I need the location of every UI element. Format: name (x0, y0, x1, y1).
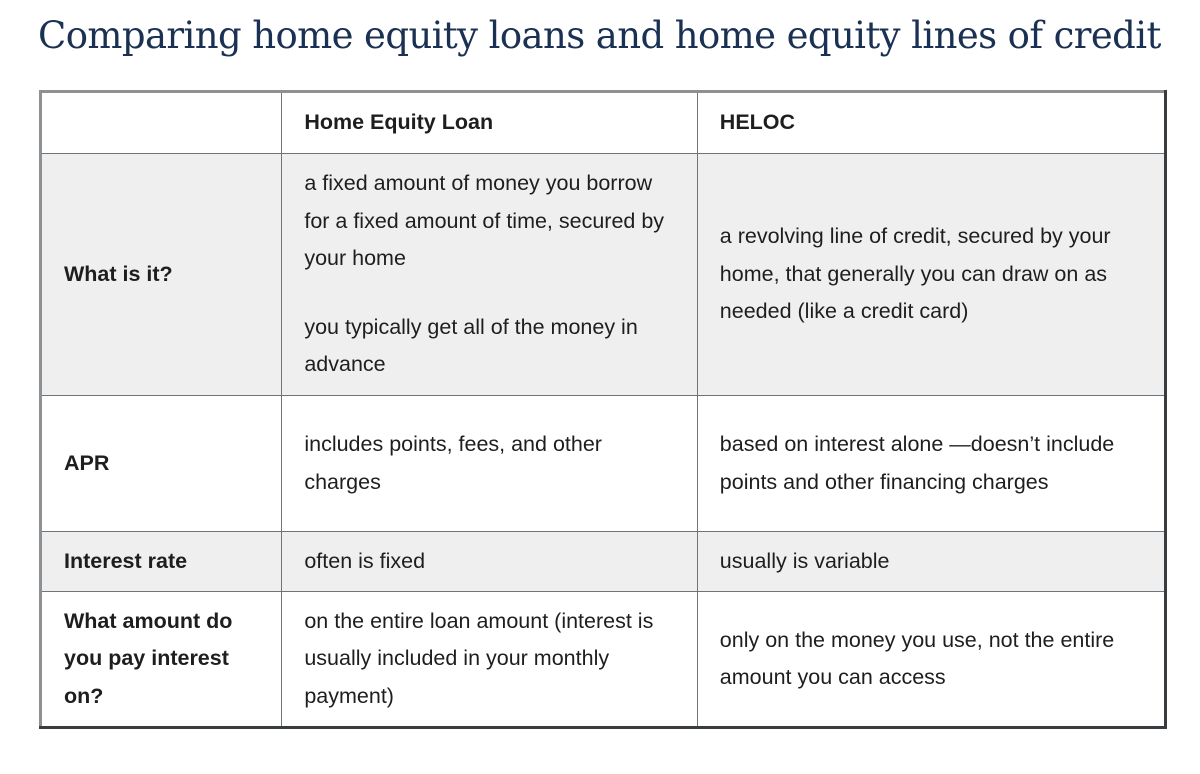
loan-cell-interest-rate: often is fixed (282, 532, 697, 592)
table-row (41, 396, 1166, 532)
heloc-cell-apr: based on interest alone —doesn’t include points and other financing charges (697, 396, 1165, 532)
row-label-apr: APR (41, 396, 282, 532)
loan-paragraph: you typically get all of the money in advance (304, 314, 638, 377)
row-label-what-is-it: What is it? (41, 154, 282, 396)
loan-cell-interest-on: on the entire loan amount (interest is usually included in your monthly payment) (282, 592, 697, 728)
header-cell-empty (41, 92, 282, 154)
table-row (41, 154, 1166, 396)
row-label-interest-rate: Interest rate (41, 532, 282, 592)
loan-cell-apr: includes points, fees, and other charges (282, 396, 697, 532)
table-row (41, 532, 1166, 592)
header-cell-heloc: HELOC (697, 92, 1165, 154)
row-label-interest-on: What amount do you pay interest on? (41, 592, 282, 728)
table-row (41, 592, 1166, 728)
heloc-cell-what-is-it: a revolving line of credit, secured by your home, that generally you can draw on as needed (like a credit card) (697, 154, 1165, 396)
loan-paragraph: a fixed amount of money you borrow for a fixed amount of time, secured by your home (304, 171, 665, 271)
table-header-row (41, 92, 1166, 154)
heloc-cell-interest-on: only on the money you use, not the entire amount you can access (697, 592, 1165, 728)
heloc-cell-interest-rate: usually is variable (697, 532, 1165, 592)
comparison-table (39, 90, 1167, 729)
loan-cell-what-is-it (282, 154, 697, 396)
page-title: Comparing home equity loans and home equity lines of credit (38, 14, 1161, 57)
header-cell-home-equity-loan: Home Equity Loan (282, 92, 697, 154)
paragraph-gap (304, 278, 674, 309)
